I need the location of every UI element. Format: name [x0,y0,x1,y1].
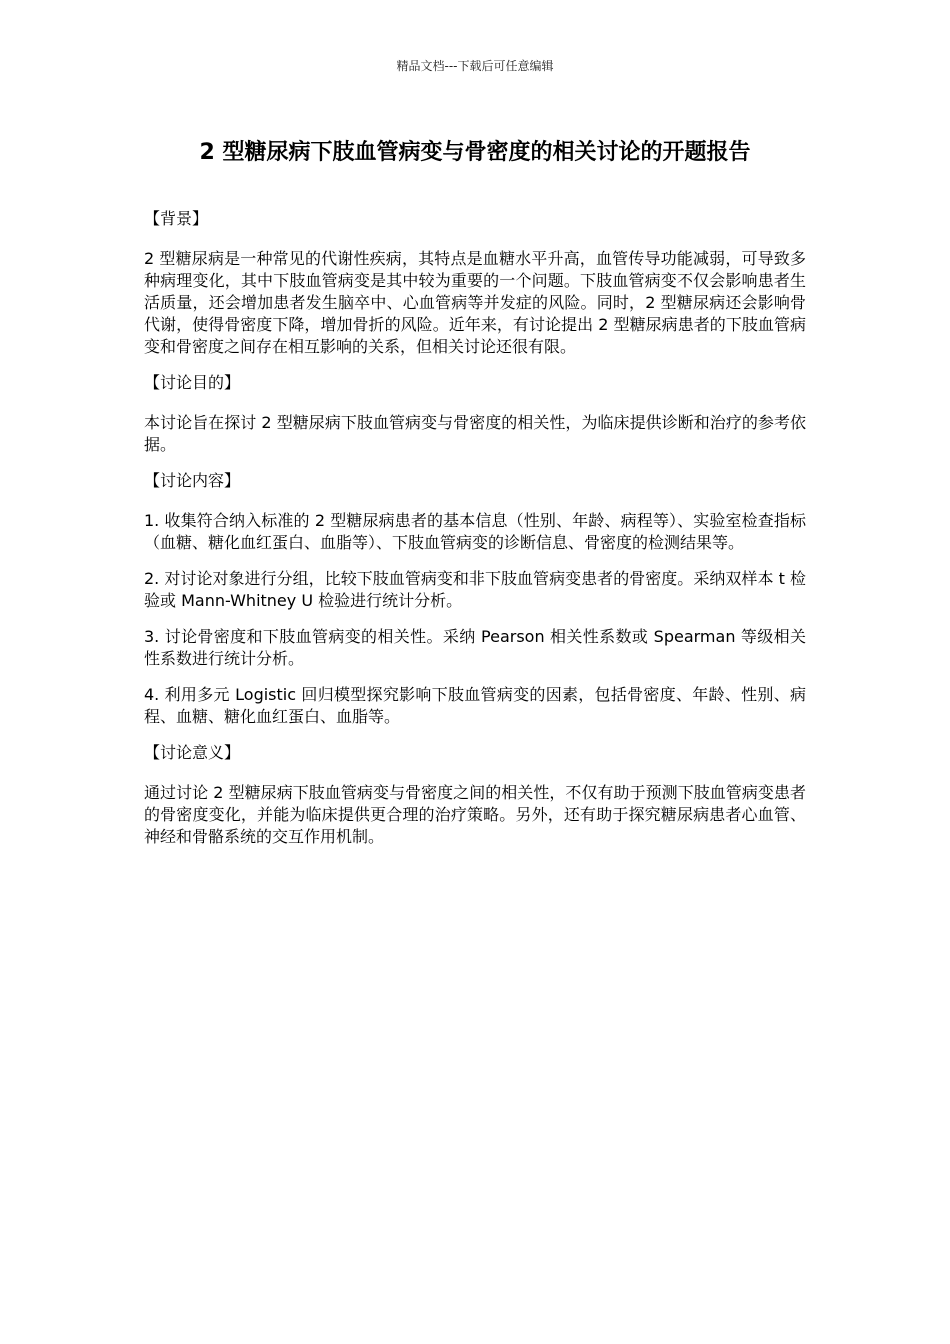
purpose-paragraph: 本讨论旨在探讨 2 型糖尿病下肢血管病变与骨密度的相关性，为临床提供诊断和治疗的参考依据。 [144,413,806,454]
background-paragraph: 2 型糖尿病是一种常见的代谢性疾病，其特点是血糖水平升高，血管传导功能减弱，可导致多种病理变化，其中下肢血管病变是其中较为重要的一个问题。下肢血管病变不仅会影响患者生活质量，还会增加患者发生脑卒中、心血管病等并发症的风险。同时，2 型糖尿病还会影响骨代谢，使得骨密度下降，增加骨折的风险。近年来，有讨论提出 2 型糖尿病患者的下肢血管病变和骨密度之间存在相互影响的关系，但相关讨论还很有限。 [144,249,806,356]
document-body [144,208,806,862]
section-heading-content: 【讨论内容】 [144,471,241,490]
section-background [144,208,806,358]
section-heading-background: 【背景】 [144,209,209,228]
section-heading-significance: 【讨论意义】 [144,743,241,762]
content-item-4: 4. 利用多元 Logistic 回归模型探究影响下肢血管病变的因素，包括骨密度、年龄、性别、病程、血糖、糖化血红蛋白、血脂等。 [144,685,806,726]
document-title: 2 型糖尿病下肢血管病变与骨密度的相关讨论的开题报告 [199,140,751,165]
content-item-2: 2. 对讨论对象进行分组，比较下肢血管病变和非下肢血管病变患者的骨密度。采纳双样本 t 检验或 Mann-Whitney U 检验进行统计分析。 [144,569,806,610]
content-item-1: 1. 收集符合纳入标准的 2 型糖尿病患者的基本信息（性别、年龄、病程等）、实验室检查指标（血糖、糖化血红蛋白、血脂等）、下肢血管病变的诊断信息、骨密度的检测结果等。 [144,511,806,552]
section-purpose [144,372,806,456]
significance-paragraph: 通过讨论 2 型糖尿病下肢血管病变与骨密度之间的相关性，不仅有助于预测下肢血管病变患者的骨密度变化，并能为临床提供更合理的治疗策略。另外，还有助于探究糖尿病患者心血管、神经和骨骼系统的交互作用机制。 [144,783,806,846]
section-content [144,470,806,728]
page-header-note: 精品文档---下载后可任意编辑 [396,59,554,73]
content-item-3: 3. 讨论骨密度和下肢血管病变的相关性。采纳 Pearson 相关性系数或 Spearman 等级相关性系数进行统计分析。 [144,627,806,668]
section-heading-purpose: 【讨论目的】 [144,373,241,392]
section-significance [144,742,806,848]
